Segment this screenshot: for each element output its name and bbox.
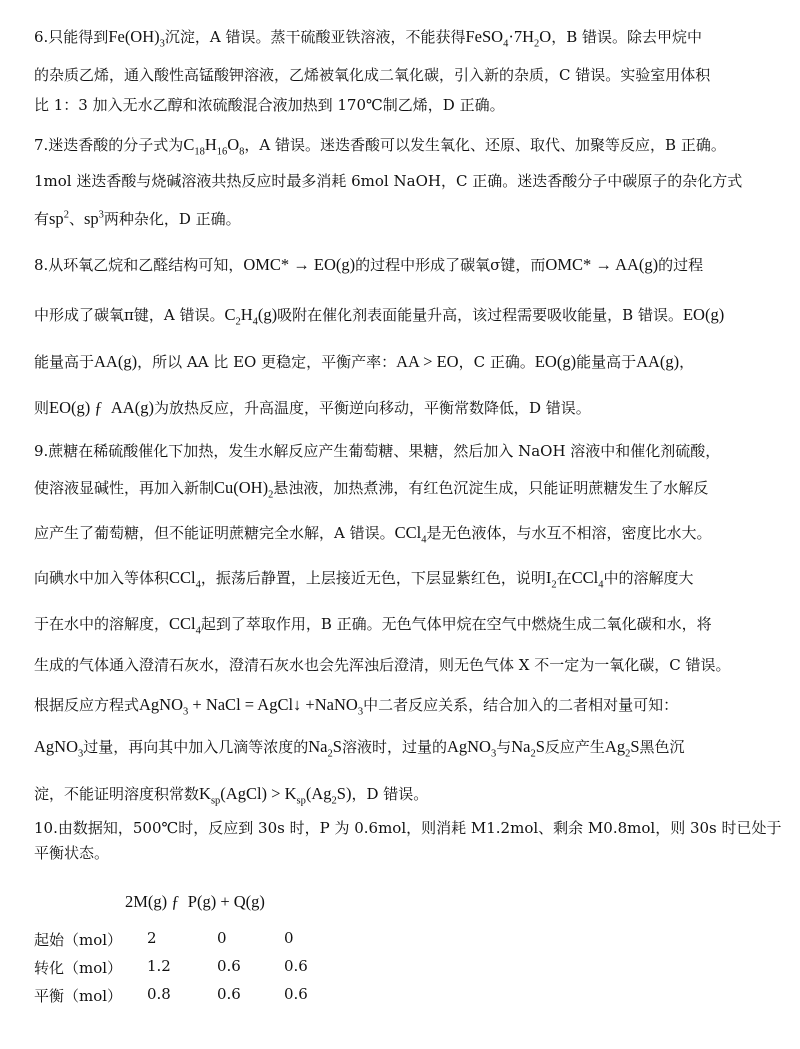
text-line: 的杂质乙烯，通入酸性高锰酸钾溶液，乙烯被氧化成二氧化碳，引入新的杂质，C 错误。实验室用体积: [34, 66, 711, 84]
text-line: 根据反应方程式AgNO$_3$ + NaCl = AgCl↓ +NaNO$_3$中二者反应关系，结合加入的二者相对量可知：: [34, 695, 679, 718]
table-cell: 0.6: [217, 957, 241, 975]
text-line: 应产生了葡萄糖，但不能证明蔗糖完全水解，A 错误。CCl$_4$是无色液体，与水互不相溶，密度比水大。: [34, 523, 712, 546]
text-line: 于在水中的溶解度，CCl$_4$起到了萃取作用，B 正确。无色气体甲烷在空气中燃烧生成二氧化碳和水，将: [34, 614, 712, 637]
table-cell: 0.6: [284, 957, 308, 975]
table-cell: 0.6: [284, 985, 308, 1003]
reaction-equation: 2M(g) ƒ P(g) + Q(g): [125, 892, 265, 911]
table-cell: 0.6: [217, 985, 241, 1003]
text-line: AgNO$_3$过量，再向其中加入几滴等浓度的$Na_2S$溶液时，过量的AgNO$_3$与$Na_2S$反应产生$Ag_2S$黑色沉: [34, 737, 685, 760]
text-line: 10.由数据知，500℃时，反应到 30s 时，P 为 0.6mol，则消耗 M1.2mol、剩余 M0.8mol，则 30s 时已处于: [34, 819, 782, 837]
text-line: 淀，不能证明溶度积常数$K_{sp}(AgCl) > K_{sp}(Ag_2S)$，D 错误。: [34, 784, 429, 807]
table-cell: 0.8: [147, 985, 171, 1003]
text-line: 7.迷迭香酸的分子式为$C_{18}H_{16}O_8$，A 错误。迷迭香酸可以发生氧化、还原、取代、加聚等反应，B 正确。: [34, 135, 726, 158]
table-cell: 2: [147, 929, 157, 947]
text-line: 使溶液显碱性，再加入新制$Cu(OH)_2$悬浊液，加热煮沸，有红色沉淀生成，只能证明蔗糖发生了水解反: [34, 478, 709, 501]
table-row-label: 起始（mol）: [34, 931, 123, 949]
text-line: 中形成了碳氧π键，A 错误。$C_2H_4(g)$吸附在催化剂表面能量升高，该过程需要吸收能量，B 错误。EO(g): [34, 305, 725, 328]
table-row-label: 平衡（mol）: [34, 987, 123, 1005]
text-line: 8.从环氧乙烷和乙醛结构可知，OMC* → EO(g)的过程中形成了碳氧σ键，而OMC* → AA(g)的过程: [34, 255, 704, 274]
text-line: 则EO(g) ƒ AA(g)为放热反应，升高温度，平衡逆向移动，平衡常数降低，D 错误。: [34, 398, 591, 417]
table-cell: 0: [284, 929, 294, 947]
table-row-label: 转化（mol）: [34, 959, 123, 977]
table-cell: 1.2: [147, 957, 171, 975]
text-line: 向碘水中加入等体积CCl$_4$，振荡后静置，上层接近无色，下层显紫红色，说明$I_2$在CCl$_4$中的溶解度大: [34, 568, 694, 591]
text-line: 6.只能得到$Fe(OH)_3$沉淀，A 错误。蒸干硫酸亚铁溶液，不能获得$FeSO_4\cdot 7H_2O$，B 错误。除去甲烷中: [34, 27, 702, 50]
text-line: 比 1：3 加入无水乙醇和浓硫酸混合液加热到 170℃制乙烯，D 正确。: [34, 96, 505, 114]
text-line: 1mol 迷迭香酸与烧碱溶液共热反应时最多消耗 6mol NaOH，C 正确。迷迭香酸分子中碳原子的杂化方式: [34, 172, 743, 190]
text-line: 平衡状态。: [34, 844, 110, 862]
table-cell: 0: [217, 929, 227, 947]
text-line: 9.蔗糖在稀硫酸催化下加热，发生水解反应产生葡萄糖、果糖，然后加入 NaOH 溶液中和催化剂硫酸，: [34, 442, 721, 460]
text-line: 能量高于AA(g)，所以 AA 比 EO 更稳定，平衡产率：AA > EO，C 正确。EO(g)能量高于AA(g)，: [34, 352, 695, 371]
text-line: 生成的气体通入澄清石灰水，澄清石灰水也会先浑浊后澄清，则无色气体 X 不一定为一氧化碳，C 错误。: [34, 656, 731, 674]
text-line: 有$sp^2$、$sp^3$两种杂化，D 正确。: [34, 209, 241, 228]
